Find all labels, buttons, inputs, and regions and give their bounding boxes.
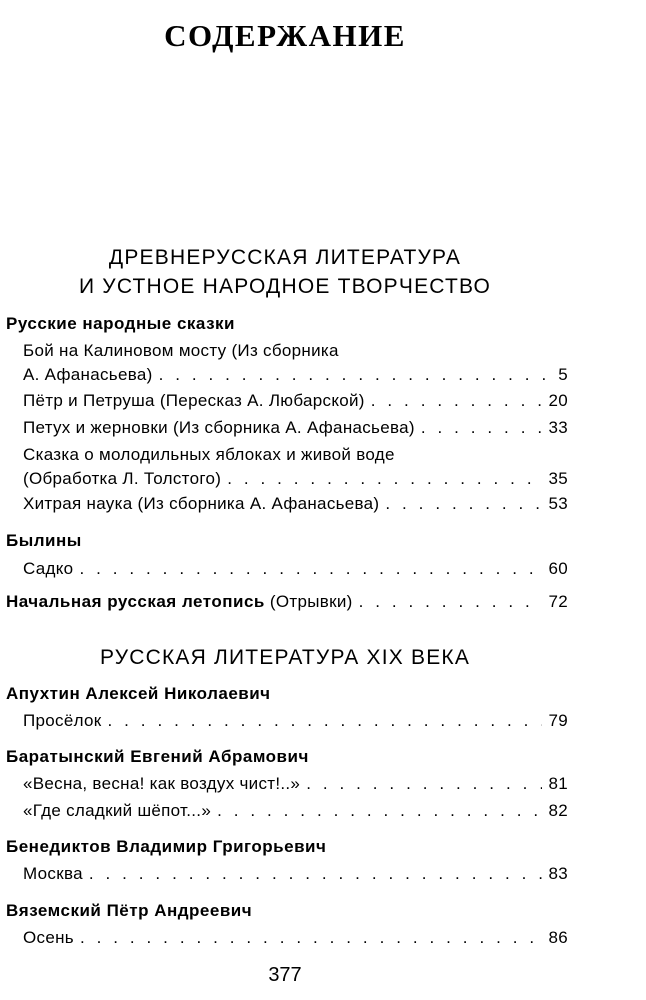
dot-leader	[385, 492, 542, 516]
toc-entry-page: 60	[548, 559, 568, 578]
section-heading-line: ДРЕВНЕРУССКАЯ ЛИТЕРАТУРА	[108, 246, 462, 269]
author-heading: Баратынский Евгений Абрамович	[6, 747, 309, 766]
toc-entry[interactable]	[23, 772, 568, 796]
toc-entry-title: Пётр и Петруша (Пересказ А. Любарской)	[23, 391, 365, 410]
dot-leader	[227, 467, 542, 491]
group-heading-folk-tales: Русские народные сказки	[6, 314, 235, 333]
toc-entry-title: Осень	[23, 928, 74, 947]
toc-entry[interactable]	[23, 443, 568, 491]
toc-entry-title: Петух и жерновки (Из сборника А. Афанасьева)	[23, 418, 415, 437]
toc-entry-bold-title: Начальная русская летопись	[6, 592, 265, 611]
author-heading: Апухтин Алексей Николаевич	[6, 684, 271, 703]
section-heading-line: И УСТНОЕ НАРОДНОЕ ТВОРЧЕСТВО	[78, 275, 492, 298]
group-heading-byliny: Былины	[6, 531, 82, 550]
toc-entry-title: (Отрывки)	[269, 592, 353, 611]
dot-leader	[371, 389, 543, 413]
toc-entry-title: Просёлок	[23, 711, 102, 730]
toc-entry-letopis[interactable]	[6, 590, 568, 614]
toc-entry-page: 72	[548, 592, 568, 611]
toc-entry[interactable]	[23, 862, 568, 886]
dot-leader	[89, 862, 543, 886]
toc-entry[interactable]	[23, 557, 568, 581]
toc-entry-title: «Весна, весна! как воздух чист!..»	[23, 774, 301, 793]
toc-entry-title: «Где сладкий шёпот...»	[23, 801, 212, 820]
toc-entry-page: 82	[548, 801, 568, 820]
toc-entry-page: 20	[548, 391, 568, 410]
toc-entry[interactable]	[23, 709, 568, 733]
toc-entry-page: 86	[548, 928, 568, 947]
toc-entry-title-line: Бой на Калиновом мосту (Из сборника	[23, 341, 339, 360]
toc-entry-page: 81	[548, 774, 568, 793]
dot-leader	[79, 557, 542, 581]
toc-entry-title: Москва	[23, 864, 83, 883]
toc-entry[interactable]	[23, 389, 568, 413]
toc-entry-title: Садко	[23, 559, 74, 578]
toc-entry-page: 5	[558, 365, 568, 384]
dot-leader	[108, 709, 543, 733]
page-number: 377	[268, 964, 302, 986]
toc-entry-title: А. Афанасьева)	[23, 365, 153, 384]
toc-entry-title: (Обработка Л. Толстого)	[23, 469, 222, 488]
author-heading: Бенедиктов Владимир Григорьевич	[6, 837, 327, 856]
dot-leader	[159, 363, 553, 387]
toc-entry-page: 79	[548, 711, 568, 730]
toc-entry[interactable]	[23, 492, 568, 516]
toc-entry[interactable]	[23, 339, 568, 387]
toc-entry[interactable]	[23, 799, 568, 823]
toc-entry-title-line: Сказка о молодильных яблоках и живой воде	[23, 445, 395, 464]
author-heading: Вяземский Пётр Андреевич	[6, 901, 253, 920]
dot-leader	[421, 416, 543, 440]
toc-entry-title: Хитрая наука (Из сборника А. Афанасьева)	[23, 494, 380, 513]
toc-entry-page: 35	[548, 469, 568, 488]
dot-leader	[80, 926, 543, 950]
toc-entry-page: 33	[548, 418, 568, 437]
section-heading-old-russian	[0, 243, 570, 301]
toc-entry-page: 83	[548, 864, 568, 883]
dot-leader	[359, 590, 543, 614]
dot-leader	[217, 799, 542, 823]
section-heading-19th-century: РУССКАЯ ЛИТЕРАТУРА XIX ВЕКА	[99, 646, 471, 669]
toc-entry-page: 53	[548, 494, 568, 513]
dot-leader	[306, 772, 542, 796]
toc-entry[interactable]	[23, 926, 568, 950]
page-title: СОДЕРЖАНИЕ	[164, 18, 406, 53]
toc-entry[interactable]	[23, 416, 568, 440]
